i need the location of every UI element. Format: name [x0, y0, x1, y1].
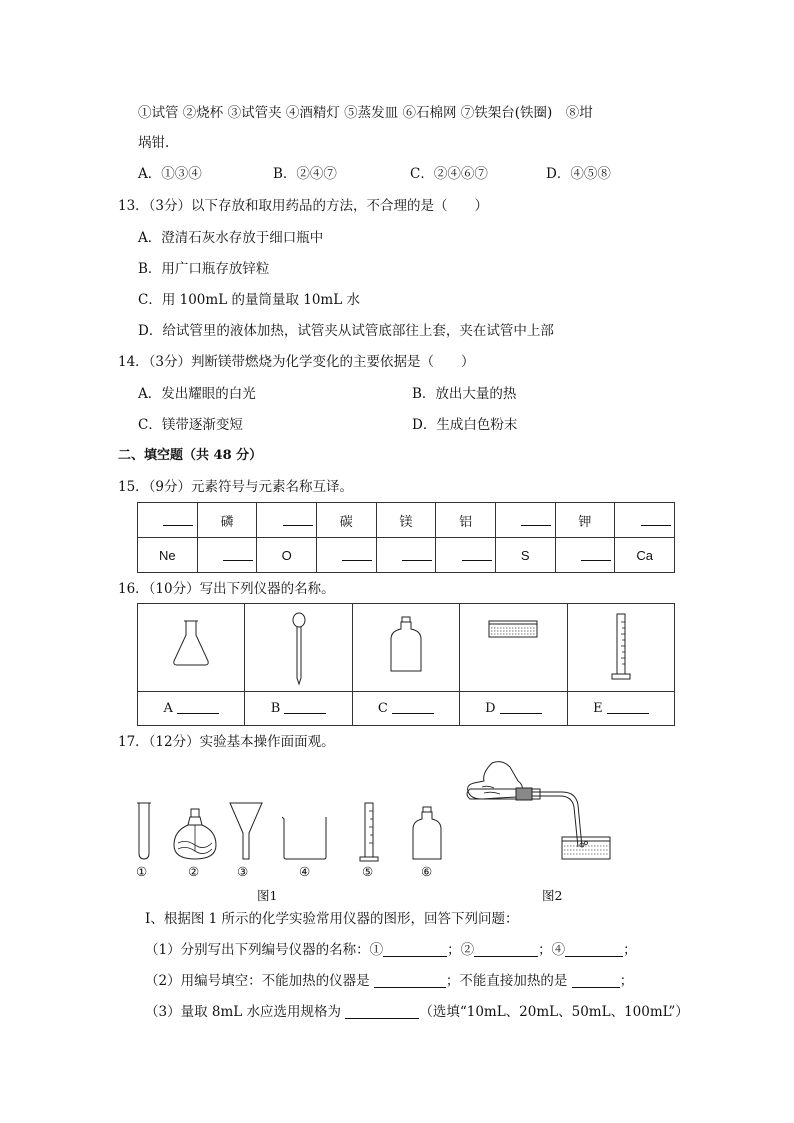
- element-cell: 钾: [555, 503, 615, 538]
- sub1-text-a: （1）分别写出下列编号仪器的名称：①: [145, 942, 384, 958]
- instrument-label-d: [460, 692, 568, 726]
- q13-stem: 13．（3分）以下存放和取用药品的方法，不合理的是（ ）: [118, 198, 489, 214]
- element-cell: [257, 503, 317, 538]
- element-cell: 磷: [197, 503, 257, 538]
- instrument-label-e: [567, 692, 674, 726]
- element-cell: [555, 538, 615, 573]
- instrument-label-a: [138, 692, 245, 726]
- element-cell: [138, 503, 198, 538]
- element-cell: [615, 503, 675, 538]
- q17-sub2: [145, 971, 633, 991]
- water-trough-icon: [473, 613, 553, 683]
- q14-option-b: B．放出大量的热: [412, 386, 517, 402]
- instrument-cell-a: [138, 604, 245, 692]
- instrument-cell-e: [567, 604, 674, 692]
- q12-option-c: C．②④⑥⑦: [410, 166, 488, 182]
- beaker-icon: [282, 817, 326, 859]
- figure1-instruments: [128, 795, 448, 870]
- element-cell: 镁: [376, 503, 436, 538]
- bottle-icon: [413, 807, 441, 859]
- element-cell: 铝: [436, 503, 496, 538]
- sub2-text-c: ；: [619, 973, 634, 989]
- instrument-image-row: [138, 604, 675, 692]
- q16-stem: 16．（10分）写出下列仪器的名称。: [118, 581, 335, 597]
- fig1-num-6: ⑥: [421, 864, 433, 879]
- element-table-row: [138, 503, 675, 538]
- q13-option-a: A．澄清石灰水存放于细口瓶中: [138, 230, 324, 246]
- sub1-text-b: ；②: [447, 942, 475, 958]
- fig1-num-3: ③: [237, 864, 249, 879]
- q13-option-b: B．用广口瓶存放锌粒: [138, 261, 270, 277]
- q12-list-line1: ①试管 ②烧杯 ③试管夹 ④酒精灯 ⑤蒸发皿 ⑥石棉网 ⑦铁架台(铁圈) ⑧坩: [138, 105, 593, 121]
- answer-blank[interactable]: [474, 942, 538, 957]
- element-cell: [197, 538, 257, 573]
- label-letter: E: [593, 701, 603, 716]
- conical-flask-icon: [161, 613, 221, 683]
- q12-list-line2: 埚钳.: [138, 135, 170, 151]
- q12-option-a: A．①③④: [138, 166, 202, 182]
- element-cell: [316, 538, 376, 573]
- fig2-caption: 图2: [542, 888, 563, 903]
- test-tube-icon: [137, 803, 151, 859]
- delivery-tube-icon: [532, 792, 582, 847]
- reagent-bottle-icon: [376, 613, 436, 683]
- element-cell: Ca: [615, 538, 675, 573]
- element-cell: [436, 538, 496, 573]
- graduated-cylinder-icon: [591, 608, 651, 688]
- element-cell: O: [257, 538, 317, 573]
- label-letter: A: [163, 701, 173, 716]
- section-title: 二、填空题（共 48 分）: [118, 448, 263, 463]
- element-cell: 碳: [316, 503, 376, 538]
- label-letter: B: [270, 701, 281, 716]
- element-cell: [376, 538, 436, 573]
- q17-part1: Ⅰ、根据图 1 所示的化学实验常用仪器的图形，回答下列问题：: [145, 911, 519, 927]
- instrument-label-b: [245, 692, 352, 726]
- instrument-table: [137, 603, 675, 726]
- label-letter: C: [377, 701, 388, 716]
- fig1-num-2: ②: [188, 864, 200, 879]
- answer-blank[interactable]: [572, 973, 620, 988]
- q17-sub1: [145, 940, 637, 960]
- hand-icon: [468, 762, 523, 799]
- answer-blank[interactable]: [345, 1004, 419, 1019]
- sub2-text-a: （2）用编号填空：不能加热的仪器是: [145, 973, 374, 989]
- instrument-label-row: [138, 692, 675, 726]
- fig1-num-1: ①: [136, 864, 148, 879]
- answer-blank[interactable]: [374, 973, 446, 988]
- q17-sub3: [145, 1002, 689, 1022]
- figure2-airtightness: [462, 755, 642, 865]
- sub1-text-d: ；: [623, 942, 637, 958]
- instrument-cell-c: [352, 604, 459, 692]
- sub1-text-c: ；④: [538, 942, 566, 958]
- element-cell: Ne: [138, 538, 198, 573]
- sub3-text-a: （3）量取 8mL 水应选用规格为: [145, 1004, 346, 1020]
- q12-option-d: D．④⑤⑧: [546, 166, 611, 182]
- answer-blank[interactable]: [565, 942, 623, 957]
- measuring-cylinder-icon: [360, 803, 378, 861]
- fig1-caption: 图1: [257, 888, 278, 903]
- label-letter: D: [485, 701, 496, 716]
- element-cell: [495, 503, 555, 538]
- sub3-text-b: （选填“10mL、20mL、50mL、100mL”）: [419, 1004, 689, 1020]
- q13-option-d: D．给试管里的液体加热，试管夹从试管底部往上套，夹在试管中上部: [138, 323, 554, 339]
- element-table-row: [138, 538, 675, 573]
- dropper-icon: [269, 608, 329, 688]
- sub2-text-b: ；不能直接加热的是: [445, 973, 572, 989]
- q17-stem: 17．（12分）实验基本操作面面观。: [118, 734, 335, 750]
- q14-stem: 14．（3分）判断镁带燃烧为化学变化的主要依据是（ ）: [118, 354, 475, 370]
- q12-option-b: B．②④⑦: [273, 166, 337, 182]
- instrument-cell-d: [460, 604, 568, 692]
- water-trough-icon: [562, 837, 610, 859]
- answer-blank[interactable]: [383, 942, 447, 957]
- instrument-label-c: [352, 692, 459, 726]
- q15-stem: 15．（9分）元素符号与元素名称互译。: [118, 479, 354, 495]
- q13-option-c: C．用 100mL 的量筒量取 10mL 水: [138, 292, 360, 308]
- q14-option-a: A．发出耀眼的白光: [138, 386, 256, 402]
- fig1-num-5: ⑤: [362, 864, 374, 879]
- instrument-cell-b: [245, 604, 352, 692]
- q14-option-c: C．镁带逐渐变短: [138, 417, 243, 433]
- alcohol-lamp-icon: [174, 809, 216, 859]
- q14-option-d: D．生成白色粉末: [412, 417, 518, 433]
- element-cell: S: [495, 538, 555, 573]
- element-table: [137, 502, 675, 573]
- funnel-icon: [230, 803, 262, 859]
- fig1-num-4: ④: [299, 864, 311, 879]
